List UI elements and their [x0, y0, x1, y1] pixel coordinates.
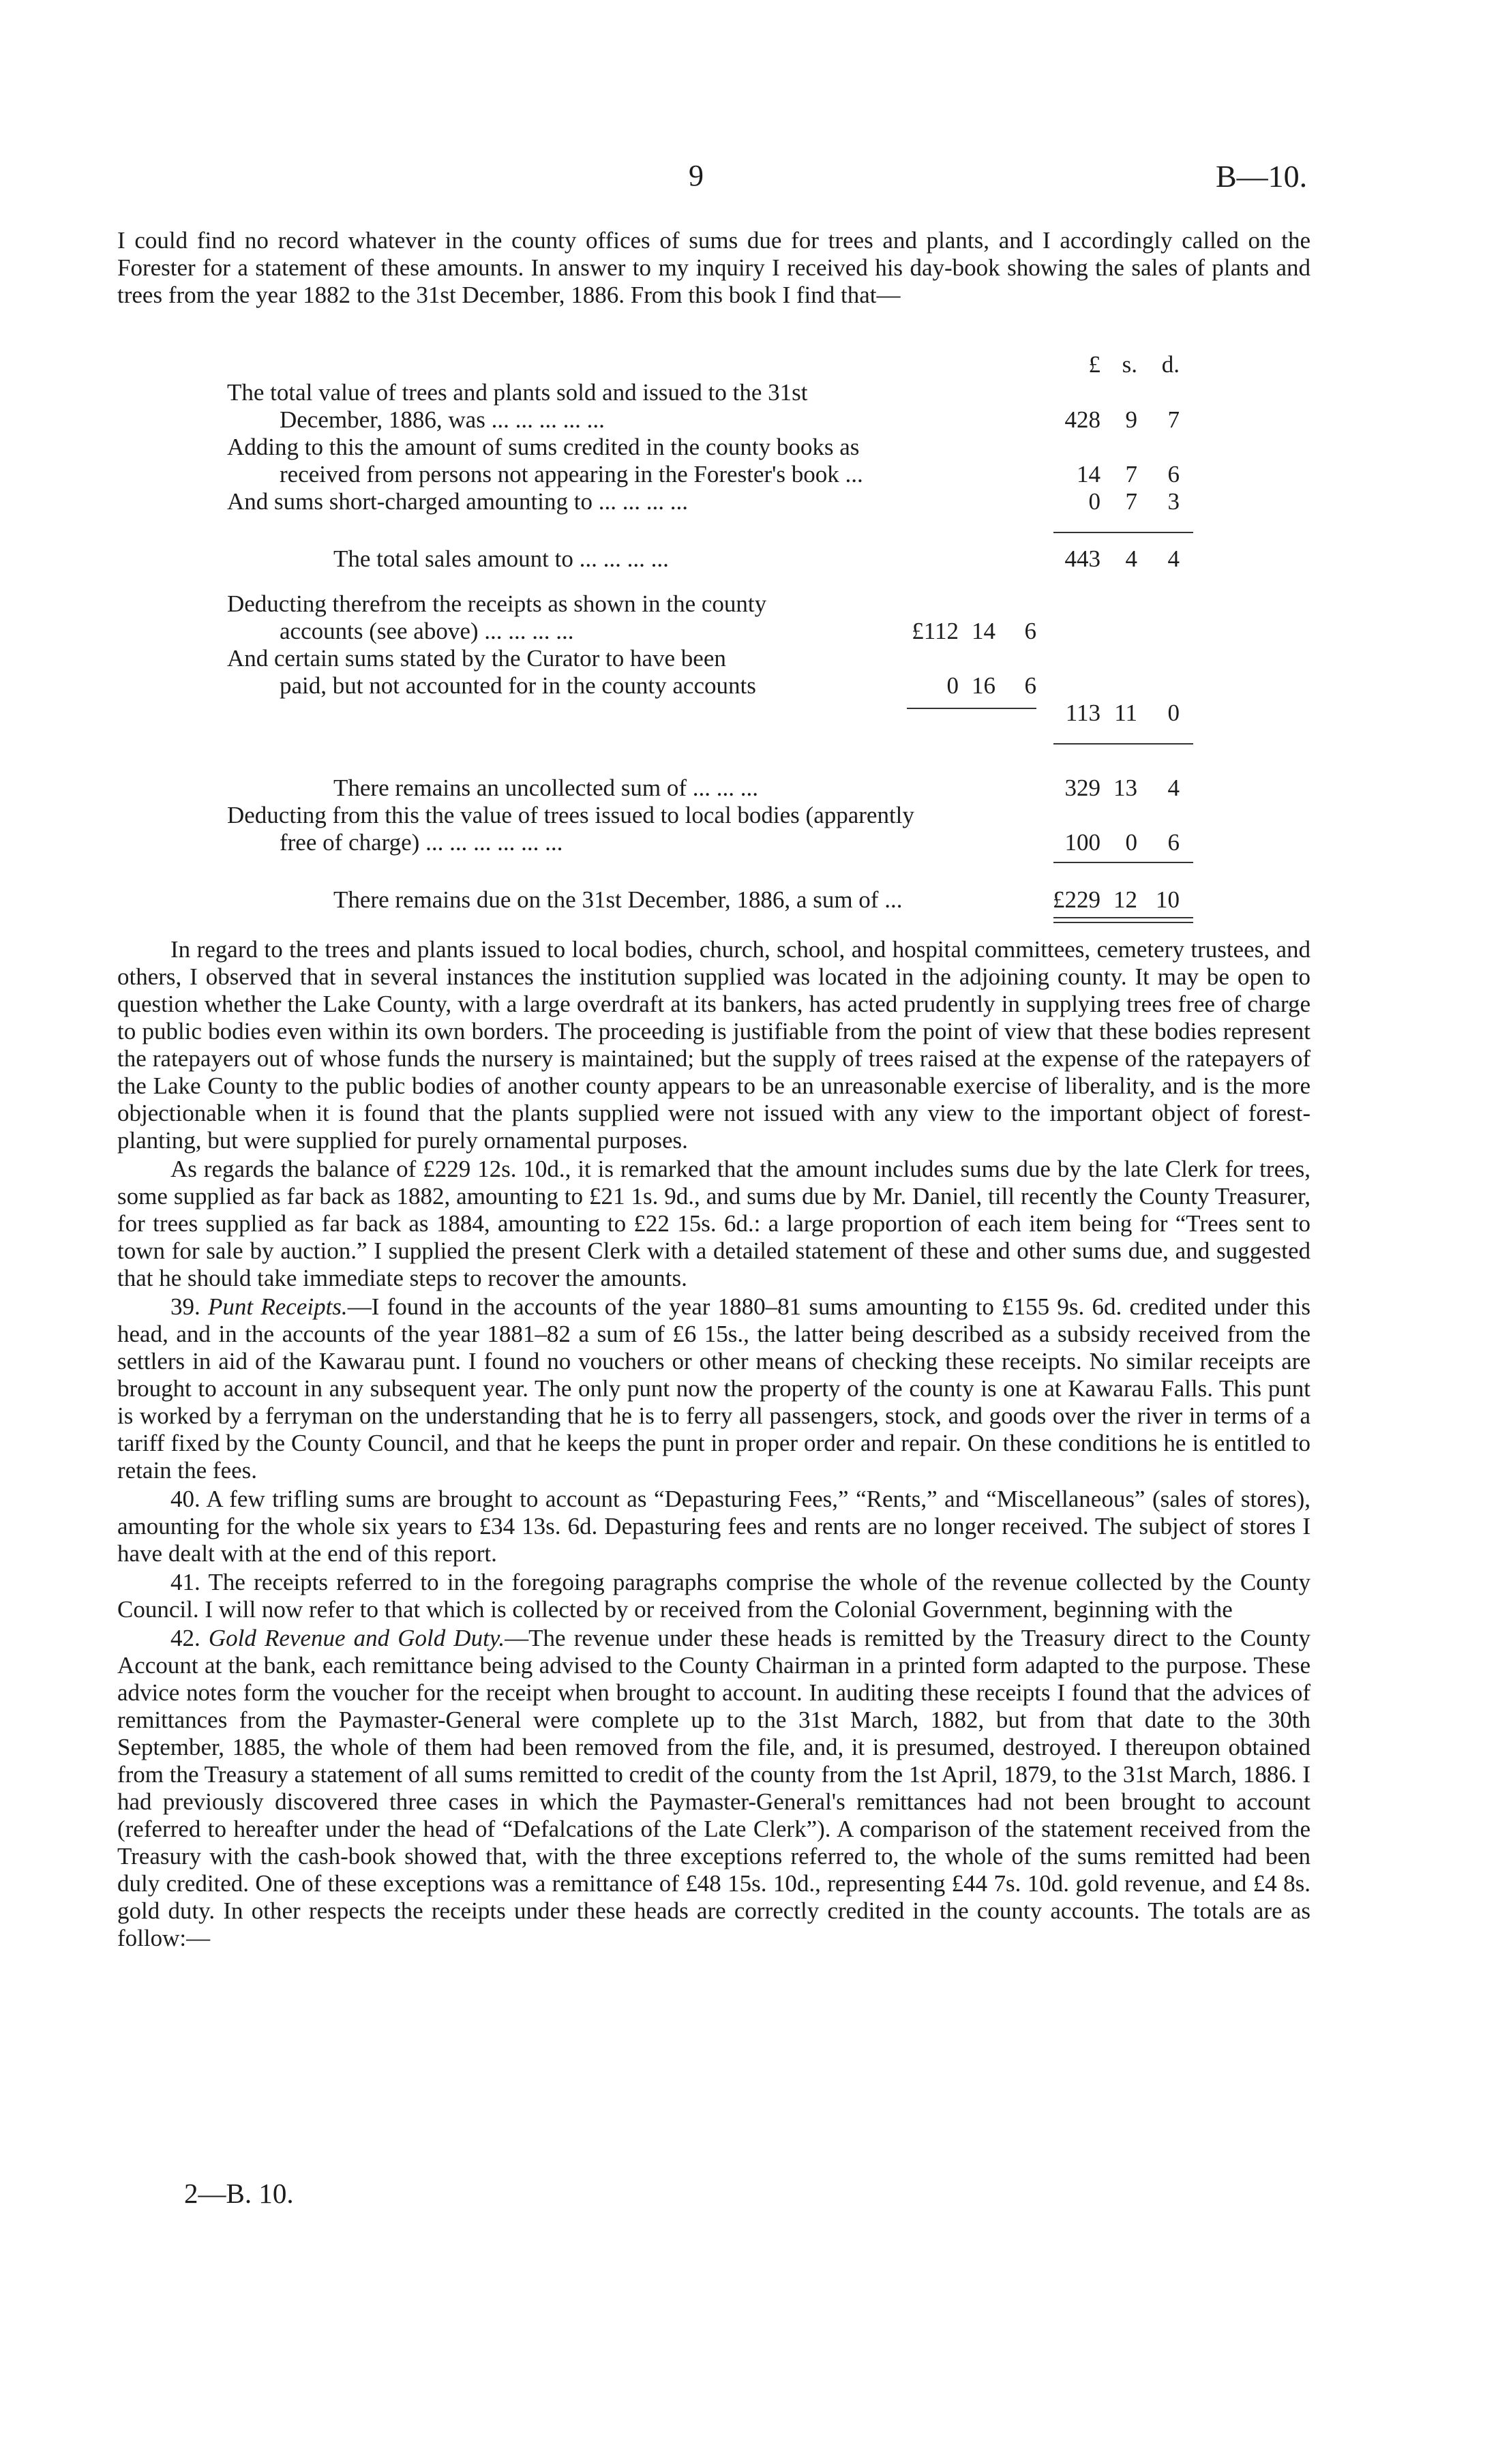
paragraph-local-bodies: In regard to the trees and plants issued to local bodies, church, school, and hospital committees, cemetery trustees, and others, I observed that in several instances the institution supplied was located in the adjoining county. It may be open to question whether the Lake County, with a large overdraft at its bankers, has acted prudently in supplying trees free of charge to public bodies even within its own borders. The proceeding is justifiable from the point of view that these bodies represent the ratepayers out of whose funds the nursery is maintained; but the supply of trees raised at the expense of the ratepayers of the Lake County to the public bodies of another county appears to be an unreasonable exercise of liberality, and is the more objectionable when it is found that the plants supplied were not issued with any view to the important object of forest-planting, but were supplied for purely ornamental purposes.: [117, 936, 1310, 1154]
document-reference: B—10.: [1216, 159, 1308, 194]
final-rule: [1053, 862, 1193, 863]
deduction-rule: [907, 708, 1036, 709]
total-sales-label: The total sales amount to ... ... ... ...: [333, 545, 669, 572]
subtotal-rule: [1053, 532, 1193, 533]
double-rule-bottom: [1053, 922, 1193, 923]
adding-amount: 14 7 6: [1077, 461, 1180, 487]
curator-sums-amount: 0 16 6: [946, 672, 1036, 699]
remains-due-amount: £229 12 10: [1053, 886, 1180, 913]
pence-header: d.: [1161, 351, 1180, 378]
pounds-header: £: [1088, 351, 1100, 378]
short-charged-label: And sums short-charged amounting to ... ... ... ...: [227, 488, 688, 515]
body-text: [117, 936, 1310, 1952]
paragraph-42: [117, 1625, 1310, 1952]
shillings-header: s.: [1122, 351, 1137, 378]
paragraph-number: 42.: [170, 1625, 200, 1651]
adding-label: Adding to this the amount of sums credited in the county books as received from persons not appearing in the Forester's book ...: [227, 434, 863, 487]
paragraph-41: [117, 1569, 1310, 1623]
paragraph-text: —The revenue under these heads is remitted by the Treasury direct to the County Account at the bank, each remittance being advised to the County Chairman in a printed form adapted to the purpose. These advice notes form the voucher for the receipt when brought to account. In auditing these receipts I found that the advices of remittances from the Paymaster-General were complete up to the 31st March, 1882, but from that date to the 30th September, 1885, the whole of them had been removed from the file, and, it is presumed, destroyed. I thereupon obtained from the Treasury a statement of all sums remitted to credit of the county from the 1st April, 1879, to the 31st March, 1886. I had previously discovered three cases in which the Paymaster-General's remittances had not been brought to account (referred to hereafter under the head of “Defalcations of the Late Clerk”). A comparison of the statement received from the Treasury with the cash-book showed that, with the three exceptions referred to, the whole of the sums remitted had been duly credited. One of these exceptions was a remittance of £48 15s. 10d., representing £44 7s. 10d. gold revenue, and £4 8s. gold duty. In other respects the receipts under these heads are correctly credited in the county accounts. The totals are as follow:—: [117, 1625, 1311, 1951]
short-charged-amount: 0 7 3: [1088, 488, 1180, 515]
deducting-receipts-amount: £112 14 6: [912, 618, 1036, 644]
double-rule-top: [1053, 917, 1193, 918]
deduction-total-amount: 113 11 0: [1065, 700, 1180, 726]
paragraph-40: [117, 1486, 1310, 1567]
paragraph-text: The receipts referred to in the foregoing paragraphs comprise the whole of the revenue collected by the County Council. I will now refer to that which is collected by or received from the Colonial Government, beginning with the: [117, 1569, 1310, 1623]
paragraph-39: [117, 1293, 1310, 1484]
paragraph-number: 40.: [170, 1486, 200, 1512]
total-value-label: The total value of trees and plants sold and issued to the 31st December, 1886, was ... ... ... ... ...: [227, 379, 808, 433]
uncollected-amount: 329 13 4: [1064, 775, 1180, 801]
uncollected-label: There remains an uncollected sum of ... ... ...: [333, 775, 758, 801]
paragraph-text: —I found in the accounts of the year 1880–81 sums amounting to £155 9s. 6d. credited under this head, and in the accounts of the year 1881–82 a sum of £6 15s., the latter being described as a subsidy received from the settlers in aid of the Kawarau punt. I found no vouchers or other means of checking these receipts. No similar receipts are brought to account in any subsequent year. The only punt now the property of the county is one at Kawarau Falls. This punt is worked by a ferryman on the understanding that he is to ferry all passengers, stock, and goods over the river in terms of a tariff fixed by the County Council, and that he keeps the punt in proper order and repair. On these conditions he is entitled to retain the fees.: [117, 1293, 1310, 1484]
signature-mark: 2—B. 10.: [184, 2178, 294, 2209]
paragraph-heading: Gold Revenue and Gold Duty.: [208, 1625, 505, 1651]
currency-headers: [1045, 351, 1180, 378]
paragraph-number: 39.: [170, 1293, 200, 1320]
paragraph-balance: As regards the balance of £229 12s. 10d., it is remarked that the amount includes sums due by the late Clerk for trees, some supplied as far back as 1882, amounting to £21 1s. 9d., and sums due by Mr. Daniel, till recently the County Treasurer, for trees supplied as far back as 1884, amounting to £22 15s. 6d.: a large proportion of each item being for “Trees sent to town for sale by auction.” I supplied the present Clerk with a detailed statement of these and other sums due, and suggested that he should take immediate steps to recover the amounts.: [117, 1156, 1310, 1291]
remains-due-label: There remains due on the 31st December, 1886, a sum of ...: [333, 886, 903, 913]
local-bodies-amount: 100 0 6: [1064, 829, 1180, 856]
curator-sums-label: And certain sums stated by the Curator to have been paid, but not accounted for in the county accounts: [227, 645, 756, 699]
deducting-receipts-label: Deducting therefrom the receipts as shown in the county accounts (see above) ... ... ... ...: [227, 590, 767, 644]
paragraph-heading: Punt Receipts.: [208, 1293, 348, 1320]
intro-paragraph: I could find no record whatever in the county offices of sums due for trees and plants, and I accordingly called on the Forester for a statement of these amounts. In answer to my inquiry I received his day-book showing the sales of plants and trees from the year 1882 to the 31st December, 1886. From this book I find that—: [117, 227, 1310, 308]
total-sales-amount: 443 4 4: [1064, 545, 1180, 572]
local-bodies-label: Deducting from this the value of trees issued to local bodies (apparently free of charge) ... ... ... ... ... ...: [227, 802, 914, 856]
uncollected-rule: [1053, 743, 1193, 745]
paragraph-number: 41.: [170, 1569, 200, 1595]
page-number: 9: [689, 159, 704, 192]
intro-block: [117, 227, 1310, 309]
paragraph-text: A few trifling sums are brought to account as “Depasturing Fees,” “Rents,” and “Miscellaneous” (sales of stores), amounting for the whole six years to £34 13s. 6d. Depasturing fees and rents are no longer received. The subject of stores I have dealt with at the end of this report.: [117, 1486, 1310, 1567]
total-value-amount: 428 9 7: [1064, 406, 1180, 433]
